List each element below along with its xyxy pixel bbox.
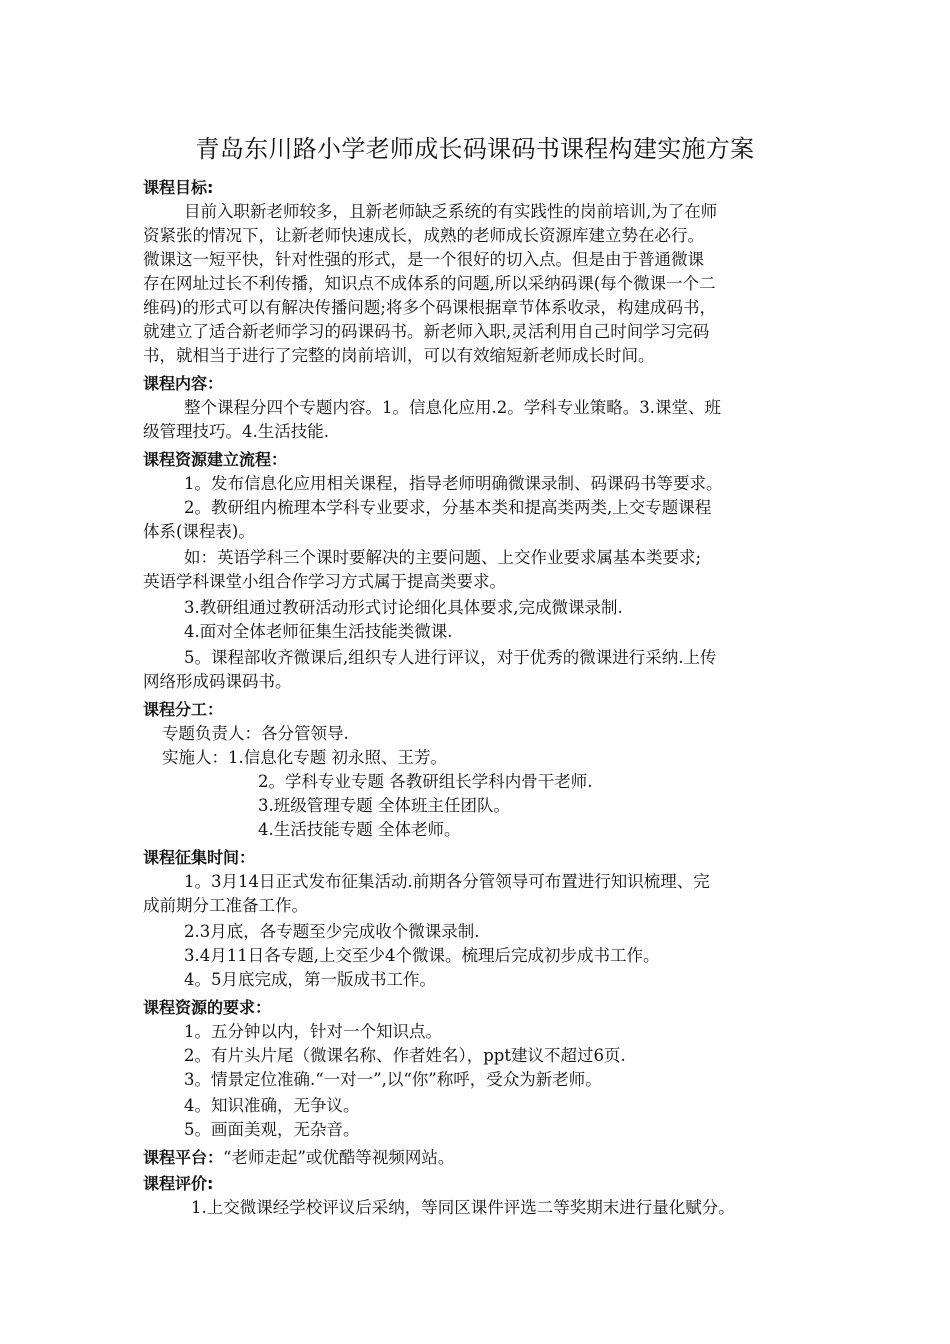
body-line: 成前期分工准备工作。 [143, 896, 308, 915]
body-line: 2。学科专业专题 各教研组长学科内骨干老师. [258, 772, 593, 791]
body-line: 3.4月11日各专题,上交至少4个微课。梳理后完成初步成书工作。 [184, 946, 660, 965]
body-line: 5。画面美观，无杂音。 [184, 1120, 360, 1139]
body-line: 3。情景定位准确.“一对一”,以“你”称呼，受众为新老师。 [184, 1070, 602, 1089]
body-line: 2.3月底，各专题至少完成收个微课录制. [184, 922, 480, 941]
body-line: 书，就相当于进行了完整的岗前培训，可以有效缩短新老师成长时间。 [143, 346, 655, 365]
body-line: 实施人：1.信息化专题 初永照、王芳。 [162, 748, 447, 767]
body-line: 4.生活技能专题 全体老师。 [258, 820, 461, 839]
body-line: 1。发布信息化应用相关课程，指导老师明确微课录制、码课码书等要求。 [184, 474, 723, 493]
body-line: 如：英语学科三个课时要解决的主要问题、上交作业要求属基本类要求; [184, 548, 702, 567]
section-heading: 课程目标: [143, 178, 214, 197]
body-line: 级管理技巧。4.生活技能. [143, 422, 329, 441]
body-line: 2。有片头片尾（微课名称、作者姓名），ppt建议不超过6页. [184, 1046, 626, 1065]
body-line: 4。知识准确，无争议。 [184, 1096, 360, 1115]
body-line: 目前入职新老师较多，且新老师缺乏系统的有实践性的岗前培训,为了在师 [184, 202, 718, 221]
body-line: 5。课程部收齐微课后,组织专人进行评议，对于优秀的微课进行采纳.上传 [184, 648, 717, 667]
section-heading: 课程征集时间： [143, 848, 256, 867]
body-line: 体系(课程表)。 [143, 522, 255, 541]
body-line: 英语学科课堂小组合作学习方式属于提高类要求。 [143, 572, 506, 591]
section-heading: 课程分工： [143, 700, 224, 719]
body-line: 1。3月14日正式发布征集活动.前期各分管领导可布置进行知识梳理、完 [184, 872, 710, 891]
platform-text: “老师走起”或优酷等视频网站。 [223, 1148, 455, 1167]
body-line: 维码)的形式可以有解决传播问题;将多个码课根据章节体系收录，构建成码书， [143, 298, 716, 317]
body-line: 4。5月底完成，第一版成书工作。 [184, 970, 436, 989]
section-heading: 课程资源建立流程： [143, 450, 288, 469]
body-line: 3.班级管理专题 全体班主任团队。 [258, 796, 510, 815]
body-line: 就建立了适合新老师学习的码课码书。新老师入职,灵活利用自己时间学习完码 [143, 322, 710, 341]
body-line: 1.上交微课经学校评议后采纳，等同区课件评选二等奖期末进行量化赋分。 [191, 1198, 735, 1217]
section-heading: 课程平台：“老师走起”或优酷等视频网站。 [143, 1148, 455, 1167]
document-title: 青岛东川路小学老师成长码课码书课程构建实施方案 [195, 135, 755, 163]
section-heading: 课程内容： [143, 374, 224, 393]
body-line: 网络形成码课码书。 [143, 672, 292, 691]
body-line: 3.教研组通过教研活动形式讨论细化具体要求,完成微课录制. [184, 598, 623, 617]
body-line: 存在网址过长不利传播，知识点不成体系的问题,所以采纳码课(每个微课一个二 [143, 274, 716, 293]
body-line: 微课这一短平快，针对性强的形式，是一个很好的切入点。但是由于普通微课 [143, 250, 704, 269]
body-line: 整个课程分四个专题内容。1。信息化应用.2。学科专业策略。3.课堂、班 [184, 398, 721, 417]
body-line: 资紧张的情况下，让新老师快速成长，成熟的老师成长资源库建立势在必行。 [143, 226, 704, 245]
body-line: 4.面对全体老师征集生活技能类微课. [184, 622, 453, 641]
body-line: 1。五分钟以内，针对一个知识点。 [184, 1022, 442, 1041]
section-heading: 课程评价: [143, 1174, 214, 1193]
body-line: 专题负责人：各分管领导. [162, 724, 349, 743]
section-heading: 课程资源的要求： [143, 998, 272, 1017]
body-line: 2。教研组内梳理本学科专业要求，分基本类和提高类两类,上交专题课程 [184, 498, 712, 517]
